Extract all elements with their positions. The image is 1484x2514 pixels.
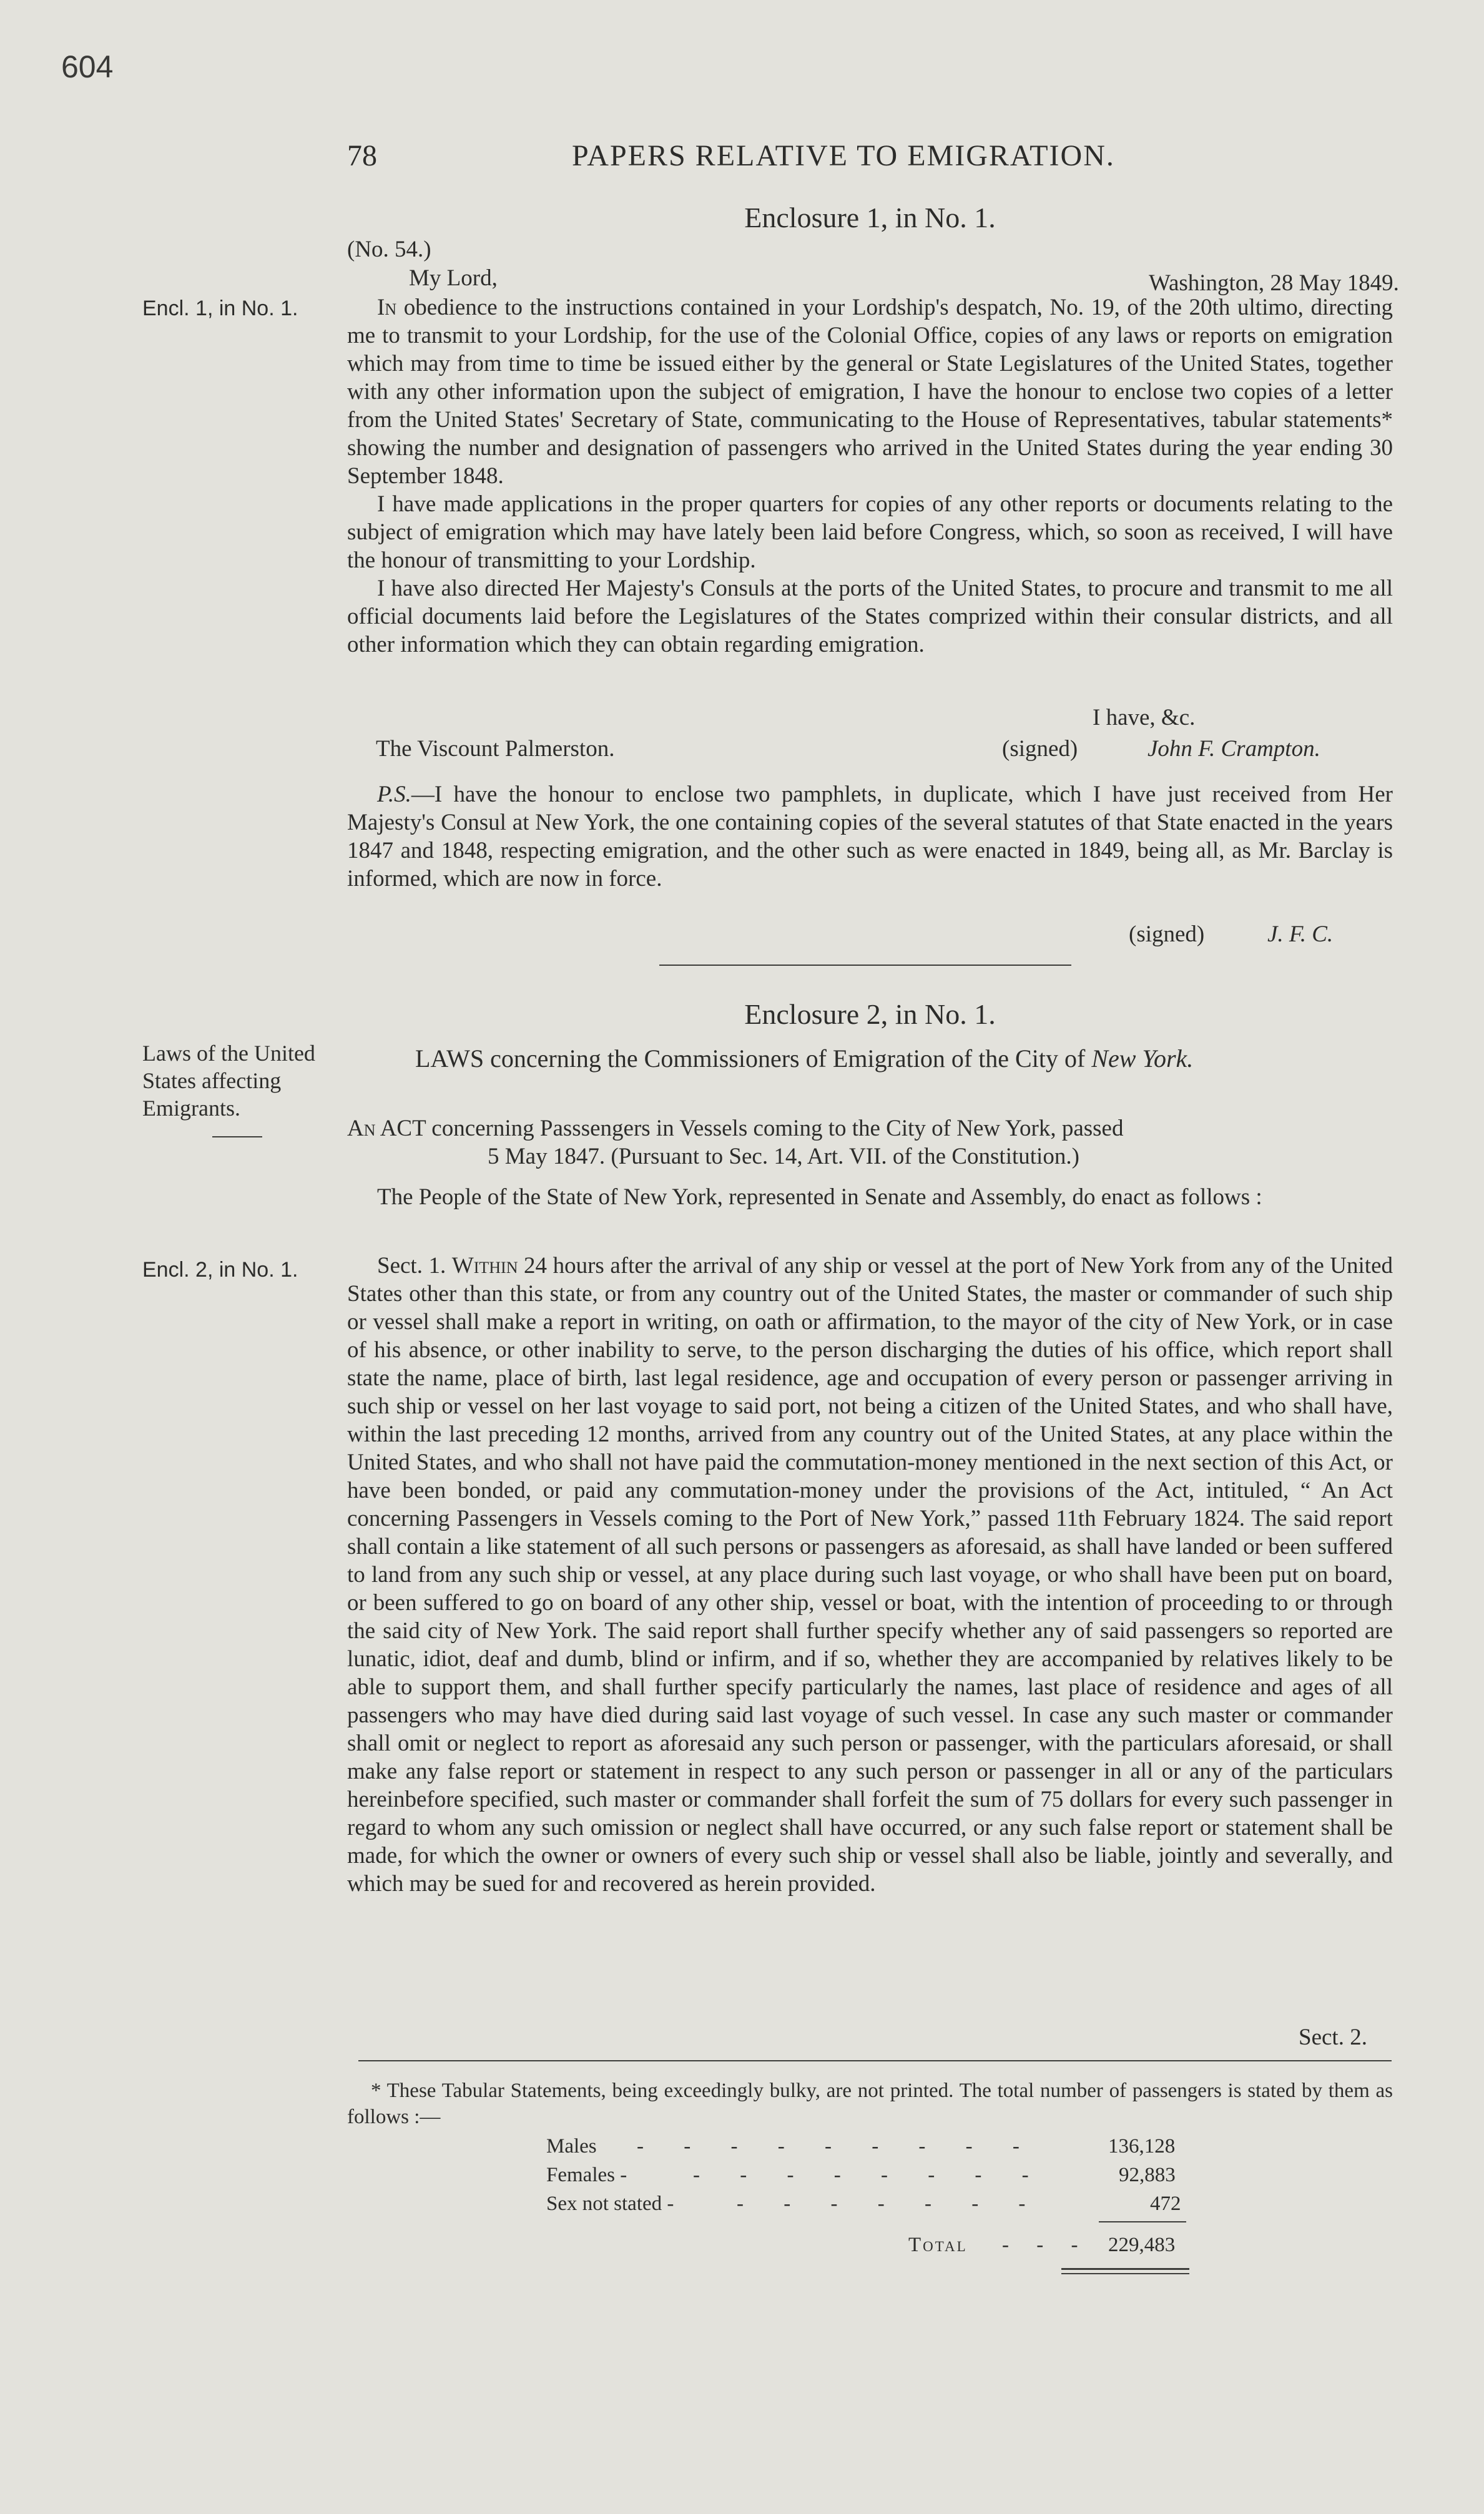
letter-paragraph-2: I have made applications in the proper quarters for copies of any other reports or documents relating to the subject of emigration which may have lately been laid before Congress, which, so soon as received, I will have the honour of transmitting to your Lordship. — [347, 491, 1393, 573]
addressee: The Viscount Palmerston. — [376, 736, 615, 762]
margin-note-laws: Laws of the United States affecting Emigrants. — [142, 1041, 315, 1121]
section-divider — [659, 965, 1071, 966]
folio-number: 78 — [347, 139, 377, 172]
ps-text: —I have the honour to enclose two pamphlets, in duplicate, which I have just received from Her Majesty's Consul at New York, the one containing copies of the several statutes of that State enacted in the years 1847 and 1848, respecting emigration, and the other such as were enacted in 1849, being all, as Mr. Barclay is informed, which are now in force. — [347, 782, 1393, 891]
ps-label: P.S. — [377, 782, 411, 807]
catchword: Sect. 2. — [1299, 2025, 1367, 2050]
closing: I have, &c. — [1093, 705, 1196, 730]
enclosure1-heading: Enclosure 1, in No. 1. — [744, 202, 996, 233]
letter-paragraph-1: In obedience to the instructions contained in your Lordship's despatch, No. 19, of the 20th ultimo, directing me to transmit to your Lordship, for the use of the Colonial Office, copies of any laws or reports on emigration which may from time to time be issued either by the general or State Legislatures of the United States, together with any other information upon the subject of emigration, I have the honour to enclose two copies of a letter from the United States' Secretary of State, communicating to the House of Representatives, tabular statements* showing the number and designation of passengers who arrived in the United States during the year ending 30 September 1848. — [347, 295, 1393, 489]
footnote-row-females: Females - — [546, 2164, 627, 2186]
footnote-row-females-value: 92,883 — [1119, 2164, 1176, 2186]
total-dashes: - - - — [1002, 2234, 1089, 2256]
footnote-row-females-dashes: - - - - - - - - — [693, 2164, 1046, 2186]
act-title: An ACT concerning Passsengers in Vessels coming to the City of New York, passed 5 May 1847. (Pursuant to Sec. 14, Art. VII. of the Constitution.) — [347, 1116, 1124, 1169]
total-value: 229,483 — [1108, 2234, 1176, 2256]
salutation: My Lord, — [409, 265, 498, 291]
enclosure2-heading: Enclosure 2, in No. 1. — [744, 998, 996, 1030]
enclosure1-body — [347, 293, 1393, 659]
footnote-rule — [358, 2060, 1392, 2061]
margin-rule — [212, 1136, 262, 1137]
margin-note-encl2: Encl. 2, in No. 1. — [142, 1258, 298, 1282]
page-number: 604 — [61, 49, 114, 84]
total-rule-1 — [1061, 2268, 1189, 2270]
sum-rule — [1099, 2221, 1186, 2222]
signed-label: (signed) — [1002, 736, 1078, 762]
enacting-clause: The People of the State of New York, represented in Senate and Assembly, do enact as follows : — [377, 1184, 1262, 1210]
margin-note-encl1: Encl. 1, in No. 1. — [142, 297, 298, 320]
section-1: Sect. 1. Within 24 hours after the arrival of any ship or vessel at the port of New York from any of the United States other than this state, or from any country out of the United States, the master or commander of such ship or vessel shall make a report in writing, on oath or affirmation, to the mayor of the city of New York, or in case of his absence, or other inability to serve, to the person discharging the duties of his office, which report shall state the name, place of birth, last legal residence, age and occupation of every person or passenger arriving in such ship or vessel on her last voyage to said port, not being a citizen of the United States, and who shall have, within the last preceding 12 months, arrived from any country out of the United States, at any place within the United States, and who shall not have paid the commutation-money mentioned in the next section of this Act, or have been bonded, or paid any commutation-money under the provisions of the Act, intituled, “ An Act concerning Passengers in Vessels coming to the Port of New York,” passed 11th February 1824. The said report shall contain a like statement of all such persons or passengers as aforesaid, as shall have landed or been suffered to land from any such ship or vessel, at any place during such last voyage, or who shall have been put on board, or been suffered to go on board of any other ship, vessel or boat, with the intention of proceeding to or through the said city of New York. The said report shall further specify whether any of said passengers so reported are lunatic, idiot, deaf and dumb, blind or infirm, and if so, whether they are accompanied by relatives likely to be able to support them, and shall further specify particularly the names, last place of residence and ages of all passengers who may have died during said last voyage of such vessel. In case any such master or commander shall omit or neglect to report as aforesaid any such person or passenger, with the particulars aforesaid, or shall make any false report or statement in respect to any such person or passenger in all or any of the particulars hereinbefore specified, such master or commander shall forfeit the sum of 75 dollars for every such passenger in regard to whom any such omission or neglect shall have occurred, or any such false report or statement shall be made, for which the owner or owners of every such ship or vessel shall also be liable, jointly and severally, and which may be sued for and recovered as herein provided. — [347, 1253, 1393, 1897]
signature: John F. Crampton. — [1147, 736, 1320, 762]
total-rule-2 — [1061, 2273, 1189, 2274]
footnote-row-males-dashes: - - - - - - - - - — [637, 2135, 1037, 2158]
ps-signed-label: (signed) — [1129, 921, 1205, 947]
footnote-row-sex-not-stated-value: 472 — [1150, 2192, 1181, 2215]
ps-signature: J. F. C. — [1267, 921, 1334, 947]
place-date: Washington, 28 May 1849. — [1149, 270, 1399, 296]
footnote-row-sex-not-stated: Sex not stated - — [546, 2192, 674, 2215]
letter-paragraph-3: I have also directed Her Majesty's Consuls at the ports of the United States, to procure and transmit to me all official documents laid before the Legislatures of the States comprized within their consular districts, and all other information which they can obtain regarding emigration. — [347, 576, 1393, 657]
footnote-row-males-value: 136,128 — [1108, 2135, 1176, 2158]
footnote-row-sex-not-stated-dashes: - - - - - - - — [737, 2192, 1043, 2215]
running-title: PAPERS RELATIVE TO EMIGRATION. — [572, 139, 1115, 172]
laws-title: LAWS concerning the Commissioners of Emigration of the City of New York. — [415, 1044, 1194, 1073]
total-label: Total — [908, 2234, 968, 2256]
postscript — [347, 780, 1393, 893]
letter-number: (No. 54.) — [347, 237, 431, 262]
footnote-row-males: Males — [546, 2135, 597, 2158]
footnote-text: * These Tabular Statements, being exceedingly bulky, are not printed. The total number of passengers is stated by them as follows :— — [347, 2079, 1393, 2128]
